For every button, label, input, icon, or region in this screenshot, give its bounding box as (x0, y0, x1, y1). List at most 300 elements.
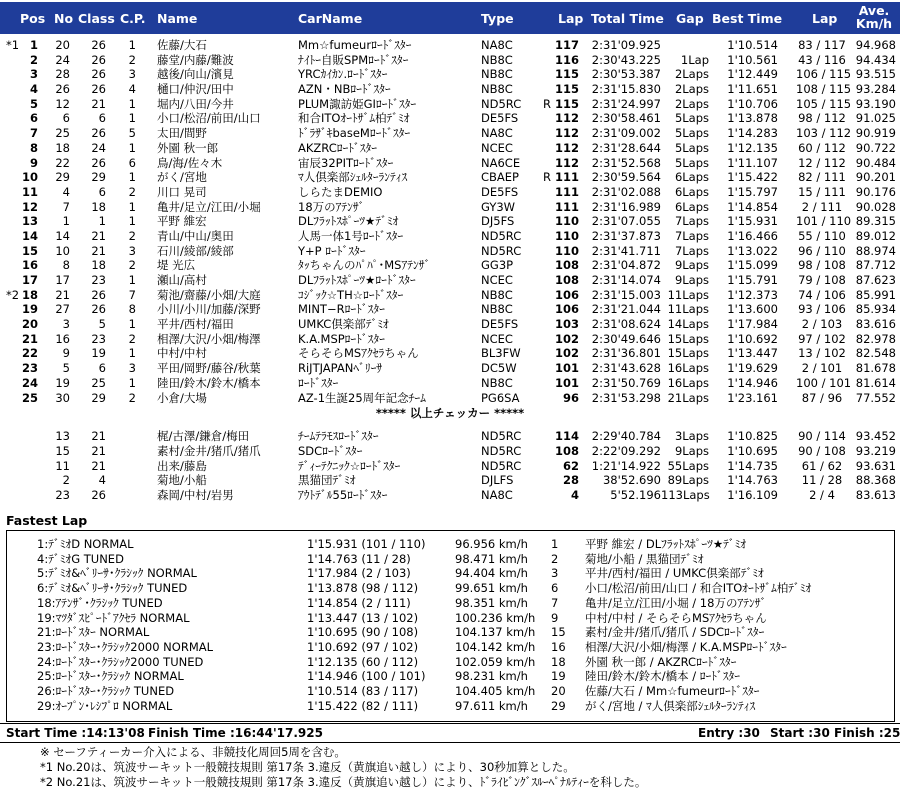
cell-type: DE5FS (481, 184, 519, 199)
cell-ave: 81.614 (855, 375, 896, 390)
result-row (0, 244, 900, 259)
cell-car: ﾏ人倶楽部ｼｪﾙﾀｰﾗﾝﾃｨｽ (298, 170, 408, 185)
fastest-lap-row (7, 640, 894, 655)
cell-no: 11 (55, 458, 70, 473)
cell-total: 2:31'07.055 (591, 214, 661, 229)
cell-car: YRCｶｲｶﾝ.ﾛｰﾄﾞｽﾀｰ (298, 67, 388, 82)
cell-pos: 6 (29, 111, 38, 126)
cell-no: 27 (55, 302, 70, 317)
result-row (0, 317, 900, 332)
cell-type: ND5RC (481, 96, 522, 111)
cell-name: 太田/間野 (157, 126, 207, 141)
cell-best: 1'10.695 (727, 443, 778, 458)
cell-pos: 23 (21, 361, 38, 376)
cell-pos: 9 (29, 155, 38, 170)
cell-cls: 26 (91, 67, 106, 82)
cell-type: NB8C (481, 302, 513, 317)
cell-note: *2 (6, 287, 20, 302)
fl-cell-no: 16 (551, 639, 566, 654)
cell-gap: 55Laps (667, 458, 709, 473)
cell-cls: 29 (91, 390, 106, 405)
fl-cell-speed: 104.142 km/h (455, 639, 536, 654)
results-header (0, 2, 900, 34)
cell-lap: 115 (554, 82, 579, 97)
entry-count: Entry :30 (698, 726, 760, 740)
cell-ave: 90.484 (855, 155, 896, 170)
cell-no: 13 (55, 429, 70, 444)
cell-lap: 108 (554, 273, 579, 287)
cell-cp: 1 (128, 96, 136, 111)
cell-gap: 6Laps (674, 199, 709, 214)
cell-type: DC5W (481, 361, 517, 376)
cell-cp: 3 (128, 67, 136, 82)
cell-blap: 98 / 108 (798, 258, 846, 273)
cell-name: 石川/綾部/綾部 (157, 243, 234, 258)
cell-lap: 111 (554, 199, 579, 214)
cell-car: Y+P ﾛｰﾄﾞｽﾀｰ (298, 243, 366, 258)
note-2: *2 No.21は、筑波サーキット一般競技規則 第17条 3.違反（黄旗追い越し）により、ﾄﾞﾗｲﾋﾞﾝｸﾞｽﾙｰﾍﾟﾅﾙﾃｨｰを科した。 (40, 775, 647, 789)
cell-car: AKZRCﾛｰﾄﾞｽﾀｰ (298, 140, 377, 155)
cell-best: 1'10.706 (727, 96, 778, 111)
cell-pos: 15 (21, 243, 38, 258)
fl-cell-cls: 1:ﾃﾞﾐｵD NORMAL (37, 537, 134, 551)
fl-cell-time: 1'14.946 (100 / 101) (307, 669, 426, 684)
cell-total: 2:31'15.003 (591, 287, 661, 302)
cell-lap: 112 (554, 126, 579, 141)
results-table (0, 38, 900, 503)
result-row (0, 38, 900, 53)
cell-blap: 106 / 115 (796, 67, 852, 82)
cell-ave: 89.315 (855, 214, 896, 229)
cell-lap: 108 (554, 443, 579, 458)
cell-gap: 11Laps (667, 302, 709, 317)
cell-cls: 29 (91, 170, 106, 185)
cell-pos: 1 (29, 38, 38, 52)
cell-cp: 1 (128, 199, 136, 214)
cell-type: ND5RC (481, 429, 522, 444)
cell-cp: 4 (128, 82, 136, 97)
cell-cp: 1 (128, 375, 136, 390)
cell-blap: 100 / 101 (796, 375, 852, 390)
cell-cls: 21 (91, 96, 106, 111)
result-row (0, 141, 900, 156)
cell-type: DJLFS (481, 473, 514, 488)
cell-total: 2:31'15.830 (591, 82, 661, 97)
header-ave-line1: Ave. (858, 3, 890, 18)
cell-cls: 21 (91, 243, 106, 258)
cell-gap: 11Laps (667, 287, 709, 302)
cell-no: 8 (62, 258, 70, 273)
result-row (0, 391, 900, 406)
cell-blap: 98 / 112 (798, 111, 846, 126)
cell-no: 17 (55, 273, 70, 287)
cell-name: 梶/古澤/鎌倉/梅田 (157, 429, 250, 444)
fl-cell-no: 7 (551, 595, 559, 610)
cell-total: 2:31'04.872 (591, 258, 661, 273)
header-ave (852, 4, 896, 30)
fl-cell-time: 1'10.695 (90 / 108) (307, 625, 419, 640)
cell-ave: 88.368 (855, 473, 896, 488)
cell-lap: 101 (554, 375, 579, 390)
cell-total: 2:31'52.568 (591, 155, 661, 170)
cell-lap: 110 (554, 228, 579, 243)
cell-ave: 91.025 (855, 111, 896, 126)
result-row (0, 111, 900, 126)
cell-blap: 2 / 103 (801, 317, 843, 332)
fl-cell-who: 亀井/足立/江田/小堀 / 18万のｱﾃﾝｻﾞ (585, 595, 767, 610)
cell-gap: 6Laps (674, 170, 709, 185)
cell-ave: 94.968 (855, 38, 896, 52)
cell-ave: 93.284 (855, 82, 896, 97)
cell-car: ﾅｲﾄｰ自販SPMﾛｰﾄﾞｽﾀｰ (298, 52, 409, 67)
cell-no: 6 (62, 111, 70, 126)
cell-total: 2:30'43.225 (591, 52, 661, 67)
cell-car: そらそらMSｱｸｾﾗちゃん (298, 346, 419, 361)
header-total-time: Total Time (591, 11, 664, 26)
result-row (0, 302, 900, 317)
cell-ave: 82.548 (855, 346, 896, 361)
cell-ave: 85.991 (855, 287, 896, 302)
fastest-lap-row (7, 611, 894, 626)
cell-blap: 2 / 111 (801, 199, 843, 214)
cell-blap: 60 / 112 (798, 140, 846, 155)
cell-gap: 9Laps (674, 443, 709, 458)
cell-cls: 26 (91, 287, 106, 302)
cell-best: 1'14.854 (727, 199, 778, 214)
cell-name: 外園 秋一郎 (157, 140, 219, 155)
fl-cell-no: 9 (551, 610, 559, 625)
fastest-lap-row (7, 684, 894, 699)
cell-blap: 93 / 106 (798, 302, 846, 317)
cell-total: 2:30'59.564 (591, 170, 661, 185)
cell-name: 中村/中村 (157, 346, 207, 361)
cell-lap: 116 (554, 52, 579, 67)
cell-name: 小倉/大場 (157, 390, 207, 405)
fl-cell-no: 15 (551, 625, 566, 640)
cell-type: DJ5FS (481, 214, 515, 229)
cell-car: AZ-1生誕25周年記念ﾁｰﾑ (298, 390, 426, 405)
fl-cell-speed: 98.351 km/h (455, 595, 528, 610)
cell-car: DLﾌﾗｯﾄｽﾎﾟｰﾂ★ﾛｰﾄﾞｽﾀｰ (298, 273, 416, 287)
cell-lap: 112 (554, 140, 579, 155)
cell-lap: 106 (554, 287, 579, 302)
cell-name: 小川/小川/加藤/深野 (157, 302, 261, 317)
fl-cell-no: 3 (551, 566, 559, 581)
cell-cp: 2 (128, 258, 136, 273)
cell-blap: 87 / 96 (801, 390, 843, 405)
cell-pos: 5 (29, 96, 38, 111)
cell-cp: 2 (128, 331, 136, 346)
fastest-lap-row (7, 596, 894, 611)
cell-best: 1'12.135 (727, 140, 778, 155)
cell-no: 4 (62, 184, 70, 199)
header-class: Class (78, 11, 115, 26)
cell-cls: 19 (91, 346, 106, 361)
cell-best: 1'10.692 (727, 331, 778, 346)
fl-cell-no: 18 (551, 654, 566, 669)
fl-cell-speed: 104.405 km/h (455, 684, 536, 698)
cell-r: R (543, 96, 551, 111)
header-ave-line2: Km/h (855, 16, 893, 31)
cell-name: 小口/松沼/前田/山口 (157, 111, 261, 126)
cell-cls: 26 (91, 52, 106, 67)
result-row (0, 126, 900, 141)
cell-cp: 6 (128, 155, 136, 170)
result-row (0, 214, 900, 229)
cell-lap: 102 (554, 331, 579, 346)
start-time: Start Time :14:13'08 (6, 726, 145, 740)
cell-type: NA8C (481, 126, 513, 141)
cell-ave: 88.974 (855, 243, 896, 258)
cell-gap: 21Laps (667, 390, 709, 405)
cell-cp: 8 (128, 302, 136, 317)
cell-type: CBAEP (481, 170, 519, 185)
fl-cell-who: 相澤/大沢/小畑/梅澤 / K.A.MSPﾛｰﾄﾞｽﾀｰ (585, 639, 787, 654)
cell-car: AZN・NBﾛｰﾄﾞｽﾀｰ (298, 82, 391, 97)
result-row (0, 488, 900, 503)
cell-pos: 21 (21, 331, 38, 346)
fastest-lap-row (7, 566, 894, 581)
cell-pos: 24 (21, 375, 38, 390)
cell-ave: 82.978 (855, 331, 896, 346)
cell-car: 和合ITOｵｰﾄｻﾞﾑ柏ﾃﾞﾐｵ (298, 111, 410, 126)
cell-best: 1'10.825 (727, 429, 778, 444)
cell-blap: 79 / 108 (798, 273, 846, 287)
cell-gap: 113Laps (661, 487, 710, 502)
cell-lap: 112 (554, 111, 579, 126)
cell-no: 5 (62, 361, 70, 376)
fl-cell-speed: 104.137 km/h (455, 625, 536, 640)
cell-total: 2:31'50.769 (591, 375, 661, 390)
cell-best: 1'10.514 (727, 38, 778, 52)
cell-best: 1'14.283 (727, 126, 778, 141)
cell-type: NB8C (481, 82, 513, 97)
finish-time: Finish Time :16:44'17.925 (148, 726, 323, 740)
cell-ave: 93.631 (855, 458, 896, 473)
fastest-lap-row (7, 625, 894, 640)
cell-total: 2:31'14.074 (591, 273, 661, 287)
cell-type: NB8C (481, 52, 513, 67)
cell-gap: 2Laps (674, 82, 709, 97)
cell-name: 越後/向山/濱見 (157, 67, 234, 82)
cell-name: 出来/藤島 (157, 458, 207, 473)
fl-cell-cls: 26:ﾛｰﾄﾞｽﾀｰ･ｸﾗｼｯｸ TUNED (37, 684, 175, 698)
fl-cell-time: 1'13.878 (98 / 112) (307, 581, 419, 596)
fl-cell-no: 29 (551, 698, 566, 713)
cell-ave: 89.012 (855, 228, 896, 243)
cell-name: 亀井/足立/江田/小堀 (157, 199, 261, 214)
fl-cell-time: 1'17.984 (2 / 103) (307, 566, 411, 581)
result-row (0, 229, 900, 244)
cell-pos: 14 (21, 228, 38, 243)
fl-cell-speed: 98.231 km/h (455, 669, 528, 684)
cell-gap: 6Laps (674, 184, 709, 199)
cell-name: 平野 維宏 (157, 214, 207, 229)
cell-best: 1'14.735 (727, 458, 778, 473)
cell-cls: 21 (91, 443, 106, 458)
cell-cls: 4 (98, 473, 106, 488)
cell-car: MINT−Rﾛｰﾄﾞｽﾀｰ (298, 302, 385, 317)
cell-blap: 11 / 28 (801, 473, 843, 488)
cell-cls: 25 (91, 375, 106, 390)
cell-name: 青山/中山/奥田 (157, 228, 234, 243)
cell-lap: 102 (554, 346, 579, 361)
cell-no: 12 (55, 96, 70, 111)
header-type: Type (481, 11, 514, 26)
cell-cp: 1 (128, 140, 136, 155)
fl-cell-no: 6 (551, 581, 559, 596)
cell-blap: 13 / 102 (798, 346, 846, 361)
cell-car: 18万のｱﾃﾝｻﾞ (298, 199, 365, 214)
cell-pos: 10 (21, 170, 38, 185)
cell-best: 1'15.797 (727, 184, 778, 199)
cell-car: PLUM諏訪姫GIﾛｰﾄﾞｽﾀｰ (298, 96, 417, 111)
cell-car: ｺｼﾞｯｸ☆TH☆ﾛｰﾄﾞｽﾀｰ (298, 287, 404, 302)
result-row (0, 156, 900, 171)
cell-blap: 15 / 111 (798, 184, 846, 199)
cell-car: ﾃﾞｨｰﾃｸﾆｯｸ☆ﾛｰﾄﾞｽﾀｰ (298, 458, 401, 473)
fl-cell-speed: 97.611 km/h (455, 698, 528, 713)
fl-cell-cls: 25:ﾛｰﾄﾞｽﾀｰ･ｸﾗｼｯｸ NORMAL (37, 669, 184, 684)
fl-cell-cls: 5:ﾃﾞﾐｵ&ﾍﾞﾘｰｻ･ｸﾗｼｯｸ NORMAL (37, 566, 197, 581)
cell-name: 菊地/小船 (157, 473, 207, 488)
cell-cp: 3 (128, 243, 136, 258)
cell-car: UMKC倶楽部ﾃﾞﾐｵ (298, 317, 389, 332)
cell-lap: 106 (554, 302, 579, 317)
cell-no: 15 (55, 443, 70, 458)
cell-cls: 24 (91, 140, 106, 155)
cell-cls: 26 (91, 302, 106, 317)
cell-gap: 16Laps (667, 375, 709, 390)
cell-pos: 17 (21, 273, 38, 287)
result-row (0, 346, 900, 361)
cell-ave: 93.515 (855, 67, 896, 82)
cell-best: 1'15.791 (727, 273, 778, 287)
spacer (0, 421, 900, 429)
cell-gap: 2Laps (674, 67, 709, 82)
cell-type: NA8C (481, 487, 513, 502)
cell-pos: 19 (21, 302, 38, 317)
cell-blap: 74 / 106 (798, 287, 846, 302)
cell-name: 陸田/鈴木/鈴木/橋本 (157, 375, 261, 390)
cell-name: 平田/岡野/藤谷/秋葉 (157, 361, 261, 376)
start-count: Start :30 (770, 726, 830, 740)
cell-pos: 25 (21, 390, 38, 405)
cell-car: ﾁｰﾑﾃﾗﾓｽﾛｰﾄﾞｽﾀｰ (298, 429, 379, 444)
cell-best: 1'12.373 (727, 287, 778, 302)
fl-cell-who: 平野 維宏 / DLﾌﾗｯﾄｽﾎﾟｰﾂ★ﾃﾞﾐｵ (585, 537, 747, 551)
cell-no: 16 (55, 331, 70, 346)
fl-cell-time: 1'14.854 (2 / 111) (307, 595, 411, 610)
cell-type: GY3W (481, 199, 516, 214)
cell-type: ND5RC (481, 243, 522, 258)
fl-cell-time: 1'10.692 (97 / 102) (307, 639, 419, 654)
fastest-lap-row (7, 537, 894, 552)
note-1: *1 No.20は、筑波サーキット一般競技規則 第17条 3.違反（黄旗追い越し）により、30秒加算とした。 (40, 760, 575, 774)
cell-name: 藤堂/内藤/難波 (157, 52, 234, 67)
cell-blap: 96 / 110 (798, 243, 846, 258)
cell-ave: 81.678 (855, 361, 896, 376)
fastest-lap-row (7, 552, 894, 567)
cell-pos: 3 (29, 67, 38, 82)
fl-cell-speed: 94.404 km/h (455, 566, 528, 581)
cell-total: 2:30'53.387 (591, 67, 661, 82)
fastest-lap-row (7, 581, 894, 596)
cell-no: 24 (55, 52, 70, 67)
cell-type: NB8C (481, 67, 513, 82)
fl-cell-time: 1'14.763 (11 / 28) (307, 551, 411, 566)
cell-cls: 21 (91, 429, 106, 444)
cell-total: 2:31'36.801 (591, 346, 661, 361)
cell-blap: 82 / 111 (798, 170, 846, 185)
cell-total: 5'52.196 (610, 487, 661, 502)
cell-cp: 2 (128, 228, 136, 243)
cell-lap: 114 (554, 429, 579, 444)
cell-total: 2:31'09.925 (591, 38, 661, 52)
result-row (0, 53, 900, 68)
cell-ave: 94.434 (855, 52, 896, 67)
fastest-lap-row (7, 655, 894, 670)
result-row (0, 82, 900, 97)
header-lap: Lap (558, 11, 584, 26)
cell-best: 1'10.561 (727, 52, 778, 67)
cell-ave: 83.613 (855, 487, 896, 502)
cell-no: 1 (62, 214, 70, 229)
cell-gap: 2Laps (674, 96, 709, 111)
footer-bar (0, 723, 900, 743)
cell-cls: 26 (91, 155, 106, 170)
cell-pos: 13 (21, 214, 38, 229)
result-row (0, 459, 900, 474)
fl-cell-time: 1'13.447 (13 / 102) (307, 610, 419, 625)
note-safety-car: ※ セーフティーカー介入による、非競技化周回5周を含む。 (40, 745, 346, 759)
cell-cp: 1 (128, 111, 136, 126)
cell-best: 1'11.107 (727, 155, 778, 170)
cell-best: 1'11.651 (727, 82, 778, 97)
cell-name: 平井/西村/福田 (157, 317, 234, 332)
result-row (0, 67, 900, 82)
cell-cls: 21 (91, 458, 106, 473)
cell-gap: 15Laps (667, 331, 709, 346)
cell-blap: 90 / 108 (798, 443, 846, 458)
cell-no: 20 (55, 38, 70, 52)
cell-gap: 89Laps (667, 473, 709, 488)
cell-lap: 108 (554, 258, 579, 273)
cell-total: 38'52.690 (602, 473, 661, 488)
cell-gap: 15Laps (667, 346, 709, 361)
cell-blap: 2 / 101 (801, 361, 843, 376)
cell-note: *1 (6, 38, 20, 52)
cell-best: 1'14.946 (727, 375, 778, 390)
cell-cp: 1 (128, 273, 136, 287)
cell-best: 1'19.629 (727, 361, 778, 376)
cell-cls: 5 (98, 317, 106, 332)
cell-name: 川口 晃司 (157, 184, 207, 199)
cell-best: 1'23.161 (727, 390, 778, 405)
fl-cell-time: 1'15.422 (82 / 111) (307, 698, 419, 713)
cell-no: 3 (62, 317, 70, 332)
result-row (0, 444, 900, 459)
cell-type: DE5FS (481, 111, 519, 126)
cell-car: ﾄﾞﾗｻﾞｷbaseMﾛｰﾄﾞｽﾀｰ (298, 126, 411, 141)
cell-no: 21 (55, 287, 70, 302)
cell-lap: 4 (570, 487, 579, 502)
notes (40, 745, 646, 790)
cell-no: 23 (55, 487, 70, 502)
cell-total: 2:31'21.044 (591, 302, 661, 317)
cell-type: ND5RC (481, 443, 522, 458)
cell-cls: 6 (98, 184, 106, 199)
